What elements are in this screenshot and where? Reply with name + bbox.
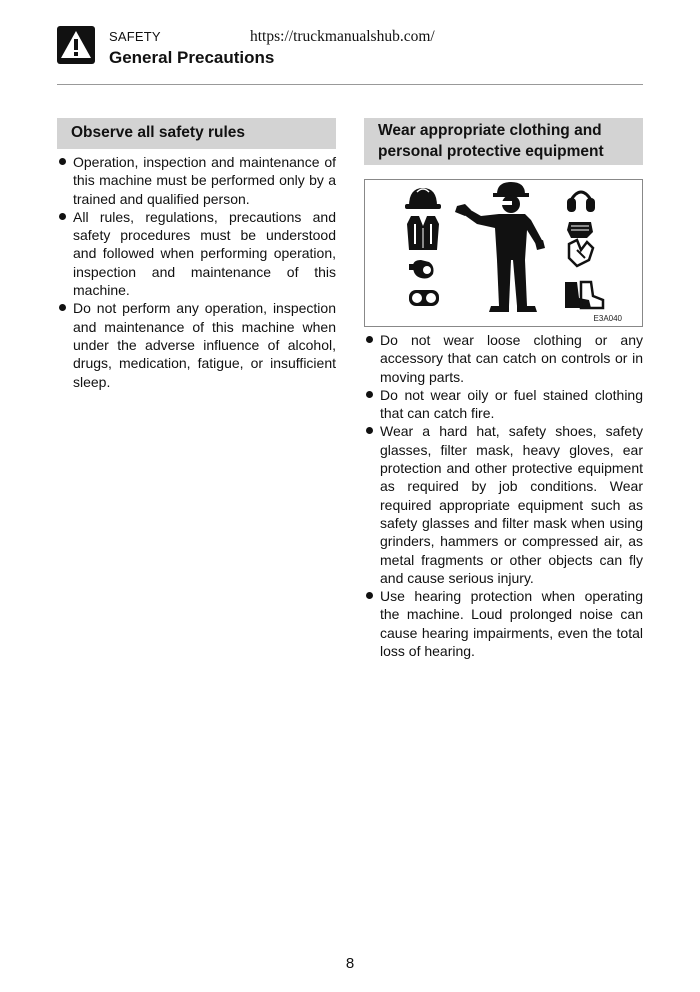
- figure-code: E3A040: [593, 314, 622, 323]
- ear-protection-icon: [567, 192, 595, 212]
- section-label: SAFETY: [109, 29, 161, 44]
- safety-vest-icon: [407, 216, 439, 250]
- ppe-illustration: [364, 179, 643, 327]
- heading-line: Wear appropriate clothing and: [378, 122, 602, 139]
- page-title: General Precautions: [109, 48, 275, 67]
- list-item: Use hearing protection when operating the machine. Loud prolonged noise can cause hearing impairments, even the total loss of hearing.: [364, 587, 643, 660]
- list-item: Wear a hard hat, safety shoes, safety glasses, filter mask, heavy gloves, ear protection and other protective equipment as required by job conditions. Wear required appropriate equipment such as safety glasses and filter mask when using grinders, hammers or compressed air, as metal fragments or other objects can fly and cause serious injury.: [364, 422, 643, 587]
- header-divider: [57, 84, 643, 85]
- list-item: All rules, regulations, precautions and safety procedures must be understood and followed when performing operation, inspection and maintenance of this machine.: [57, 208, 336, 299]
- list-item: Do not wear oily or fuel stained clothing that can catch fire.: [364, 386, 643, 423]
- section-heading-protective-equipment: [364, 118, 643, 165]
- list-item: Do not perform any operation, inspection and maintenance of this machine when under the adverse influence of alcohol, drugs, medication, fatigue, or insufficient sleep.: [57, 299, 336, 390]
- filter-mask-icon: [409, 260, 434, 279]
- safety-boots-icon: [565, 282, 603, 308]
- list-item: Operation, inspection and maintenance of this machine must be performed only by a trained and qualified person.: [57, 153, 336, 208]
- warning-triangle-icon: [57, 26, 95, 64]
- protective-equipment-list: [364, 331, 643, 660]
- source-url[interactable]: https://truckmanualshub.com/: [250, 28, 435, 45]
- safety-goggles-icon: [409, 290, 439, 306]
- heading-line: personal protective equipment: [378, 143, 604, 160]
- hard-hat-icon: [405, 188, 441, 209]
- page-header: [57, 26, 643, 86]
- right-column: [364, 118, 643, 660]
- page-number: 8: [345, 955, 355, 972]
- section-heading-safety-rules: Observe all safety rules: [57, 118, 336, 149]
- heavy-glove-icon: [567, 222, 593, 238]
- work-gloves-icon: [569, 240, 593, 266]
- safety-rules-list: [57, 153, 336, 391]
- list-item: Do not wear loose clothing or any accessory that can catch on controls or in moving parts.: [364, 331, 643, 386]
- worker-figure-icon: [455, 182, 545, 312]
- left-column: [57, 118, 336, 391]
